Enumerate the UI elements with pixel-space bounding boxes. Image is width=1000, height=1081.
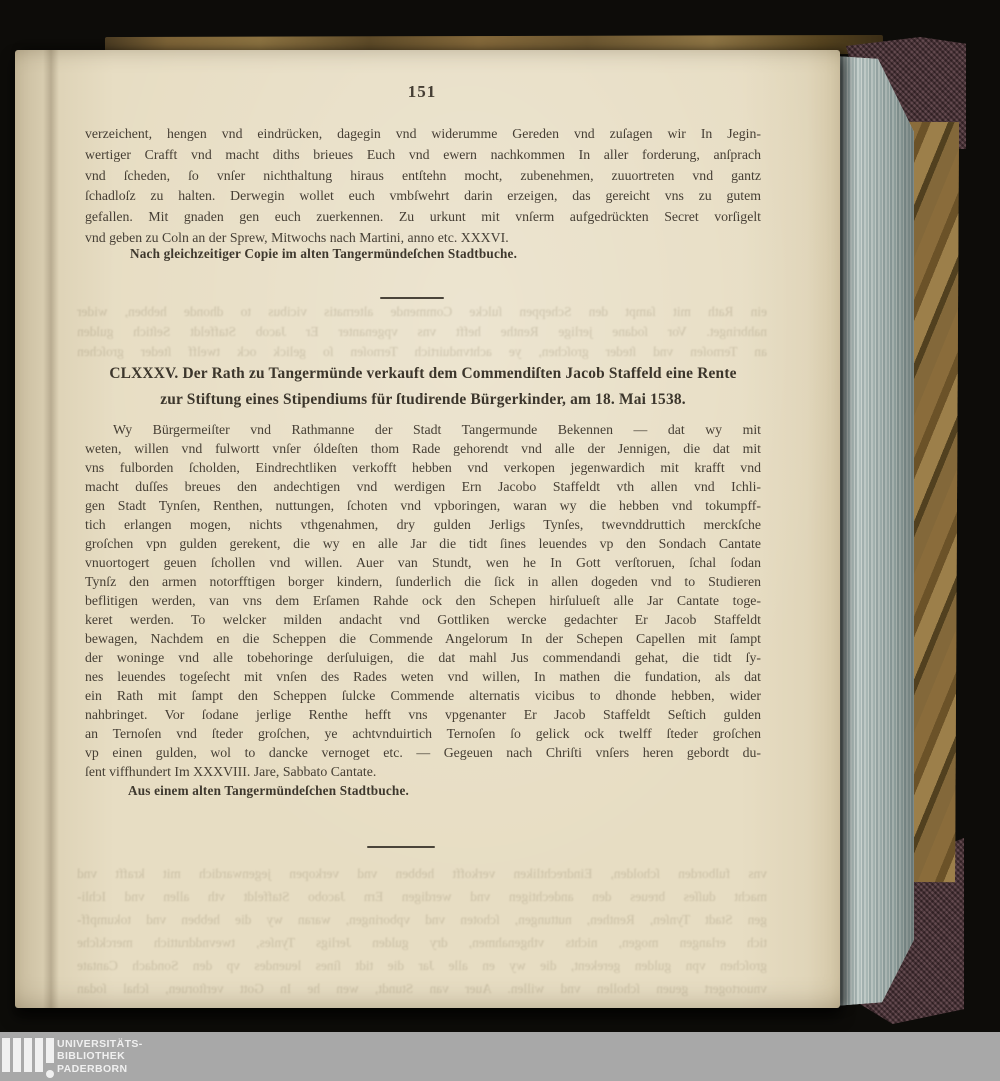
- logo-bar: [35, 1038, 43, 1072]
- logo-exclamation-dot: [46, 1070, 54, 1078]
- charter-heading: [75, 361, 771, 413]
- book-fore-edge-pages: [834, 56, 914, 1006]
- logo-exclamation: [46, 1038, 54, 1078]
- text-line: ein Rath mit ſampt den Scheppen ſulcke Commende alternatis vicibus to dhonde hebben, wider: [85, 688, 761, 703]
- text-line: an Ternoſen vnd ſteder groſchen, ye achtvnduirtich Ternoſen ſo gelick ock twelff ſteder groſchen: [85, 726, 761, 741]
- library-name-line: PADERBORN: [57, 1062, 128, 1075]
- section-divider: [367, 846, 435, 848]
- text-line: wertiger Crafft vnd macht diths brieues Euch vnd ewern nachkommen In aller forderung, anſprach: [85, 146, 761, 162]
- bleedthrough-line: an Ternoſen vnd ſteder groſchen, ye achtvnduirtich Ternoſen ſo gelick ock twelff ſteder groſchen: [77, 344, 767, 359]
- charter-body: [85, 420, 761, 781]
- text-line: vns fulborden ſcholden, Eindrechtliken verkofft hebben vnd verkopen jegenwardich mit krafft vnd: [85, 460, 761, 475]
- text-line: vp einen gulden, wol to dancke vernoget etc. — Gegeuen nach Chriſti vnſers heren gebordt du-: [85, 745, 761, 760]
- bleedthrough-line: nahbringet. Vor ſodane jerlige Renthe hefft vns vpgenanter Er Jacob Staffeldt Seſtich gulden: [77, 324, 767, 339]
- source-note: Nach gleichzeitiger Copie im alten Tangermündeſchen Stadtbuche.: [130, 246, 518, 261]
- page-number: 151: [407, 82, 437, 101]
- bleedthrough-line: vns fulborden ſcholden, Eindrechtliken verkofft hebben vnd verkopen jegenwardich mit krafft vnd: [77, 866, 767, 881]
- heading-line: zur Stiftung eines Stipendiums für ſtudirende Bürgerkinder, am 18. Mai 1538.: [160, 391, 686, 408]
- text-line: gefallen. Mit gnaden gen euch zuerkennen. Zu urkunt mit vnſerm aufgedrückten Secret vorſigelt: [85, 209, 761, 225]
- library-name-line: BIBLIOTHEK: [57, 1050, 126, 1063]
- heading-line: CLXXXV. Der Rath zu Tangermünde verkauft dem Commendiſten Jacob Staffeld eine Rente: [109, 365, 737, 382]
- text-line: ſent viffhundert Im XXXVIII. Jare, Sabbato Cantate.: [85, 764, 377, 779]
- text-line: nahbringet. Vor ſodane jerlige Renthe hefft vns vpgenanter Er Jacob Staffeldt Seſtich gulden: [85, 707, 761, 722]
- library-banner: [0, 1032, 1000, 1081]
- logo-bar: [13, 1038, 21, 1072]
- text-line: verzeichent, hengen vnd eindrücken, dagegin vnd widerumme Gereden vnd zuſagen wir In Jegin-: [85, 126, 761, 141]
- bleedthrough-text: [77, 302, 767, 360]
- text-line: macht duſſes breues den andechtigen vnd werdigen Ern Jacobo Staffeldt vth allen vnd Ichli-: [85, 479, 761, 494]
- text-line: vnd ſcheden, ſo vnſer nichthaltung hiraus entſtehn mocht, zubenehmen, zuuortreten vnd gantz: [85, 167, 761, 183]
- source-note: Aus einem alten Tangermündeſchen Stadtbuche.: [128, 783, 410, 798]
- library-name-line: UNIVERSITÄTS-: [57, 1038, 143, 1050]
- text-line: Tynſz den armen notorfftigen borger kindern, ſunderlich die ſick in allen dogeden vnd to Studieren: [85, 574, 761, 589]
- text-line: der woninge vnd alle tobehoringe derſuluigen, die dat mahl Jus commendandi gehat, die tidt ſy-: [85, 650, 761, 665]
- logo-bar: [2, 1038, 10, 1072]
- bleedthrough-line: macht duſſes breues den andechtigen vnd werdigen Ern Jacobo Staffeldt vth allen vnd Ichli-: [77, 889, 767, 904]
- bleedthrough-line: groſchen vpn gulden gerekent, die wy en alle Jar die tidt ſines leuendes vp den Sondach Cantate: [77, 958, 767, 973]
- text-line: groſchen vpn gulden gerekent, die wy en alle Jar die tidt ſines leuendes vp den Sondach Cantate: [85, 536, 761, 551]
- book-page: [15, 50, 840, 1008]
- bleedthrough-line: gen Stadt Tynſen, Renthen, nuttungen, ſchoten vnd vpboringen, waran wy die hebben vnd tokumpff-: [77, 912, 767, 927]
- bleedthrough-line: tich erlangen mogen, nichts vthgenahmen, dry gulden Jerligs Tynſes, twevnddruttich merckſche: [77, 935, 767, 950]
- bleedthrough-line: vnuortogert geuen ſchollen vnd willen. Auer van Stundt, wen he In Gott verſtoruen, ſchal ſodan: [77, 981, 767, 996]
- bleedthrough-text: [77, 862, 767, 1000]
- text-line: Wy Bürgermeiſter vnd Rathmanne der Stadt Tangermunde Bekennen — dat wy mit: [113, 422, 761, 437]
- text-line: vnuortogert geuen ſchollen vnd willen. Auer van Stundt, wen he In Gott verſtoruen, ſchal ſodan: [85, 555, 761, 570]
- text-line: ſchadloſz zu halten. Derwegin wollet euch vmbſwehrt darin erzeigen, das gereicht vns zu gutem: [85, 188, 761, 204]
- section-divider: [380, 297, 444, 299]
- paragraph-continuation: [85, 124, 761, 249]
- bleedthrough-line: ein Rath mit ſampt den Scheppen ſulcke Commende alternatis vicibus to dhonde hebben, wider: [77, 304, 767, 319]
- text-line: beflitigen werden, van vns dem Erſamen Rahde ock den Schepen hirſulueſt alle Jar Cantate toge-: [85, 593, 761, 608]
- ub-paderborn-logo-icon: [2, 1038, 56, 1078]
- text-line: bewagen, Nachdem en die Scheppen die Commende Angelorum In der Schepen Capellen mit ſampt: [85, 631, 761, 646]
- library-name: [57, 1038, 143, 1075]
- logo-bar: [24, 1038, 32, 1072]
- text-line: nes leuendes togeſecht mit vnſen des Rades weten vnd willen, In mathen die fundation, als dat: [85, 669, 761, 684]
- text-line: vnd geben zu Coln an der Sprew, Mitwochs nach Martini, anno etc. XXXVI.: [85, 229, 509, 245]
- text-line: gen Stadt Tynſen, Renthen, nuttungen, ſchoten vnd vpboringen, waran wy die hebben vnd tokumpff-: [85, 498, 761, 513]
- text-line: tich erlangen mogen, nichts vthgenahmen, dry gulden Jerligs Tynſes, twevnddruttich merckſche: [85, 517, 761, 532]
- logo-exclamation-stem: [46, 1038, 54, 1063]
- text-line: keret werden. To welcker milden andacht vnd Gottliken wercke gedachter Er Jacob Staffeldt: [85, 612, 761, 627]
- text-line: weten, willen vnd fulwortt vnſer óldeſten thom Rade gehorendt vnd alle der Jennigen, die dat mit: [85, 441, 761, 456]
